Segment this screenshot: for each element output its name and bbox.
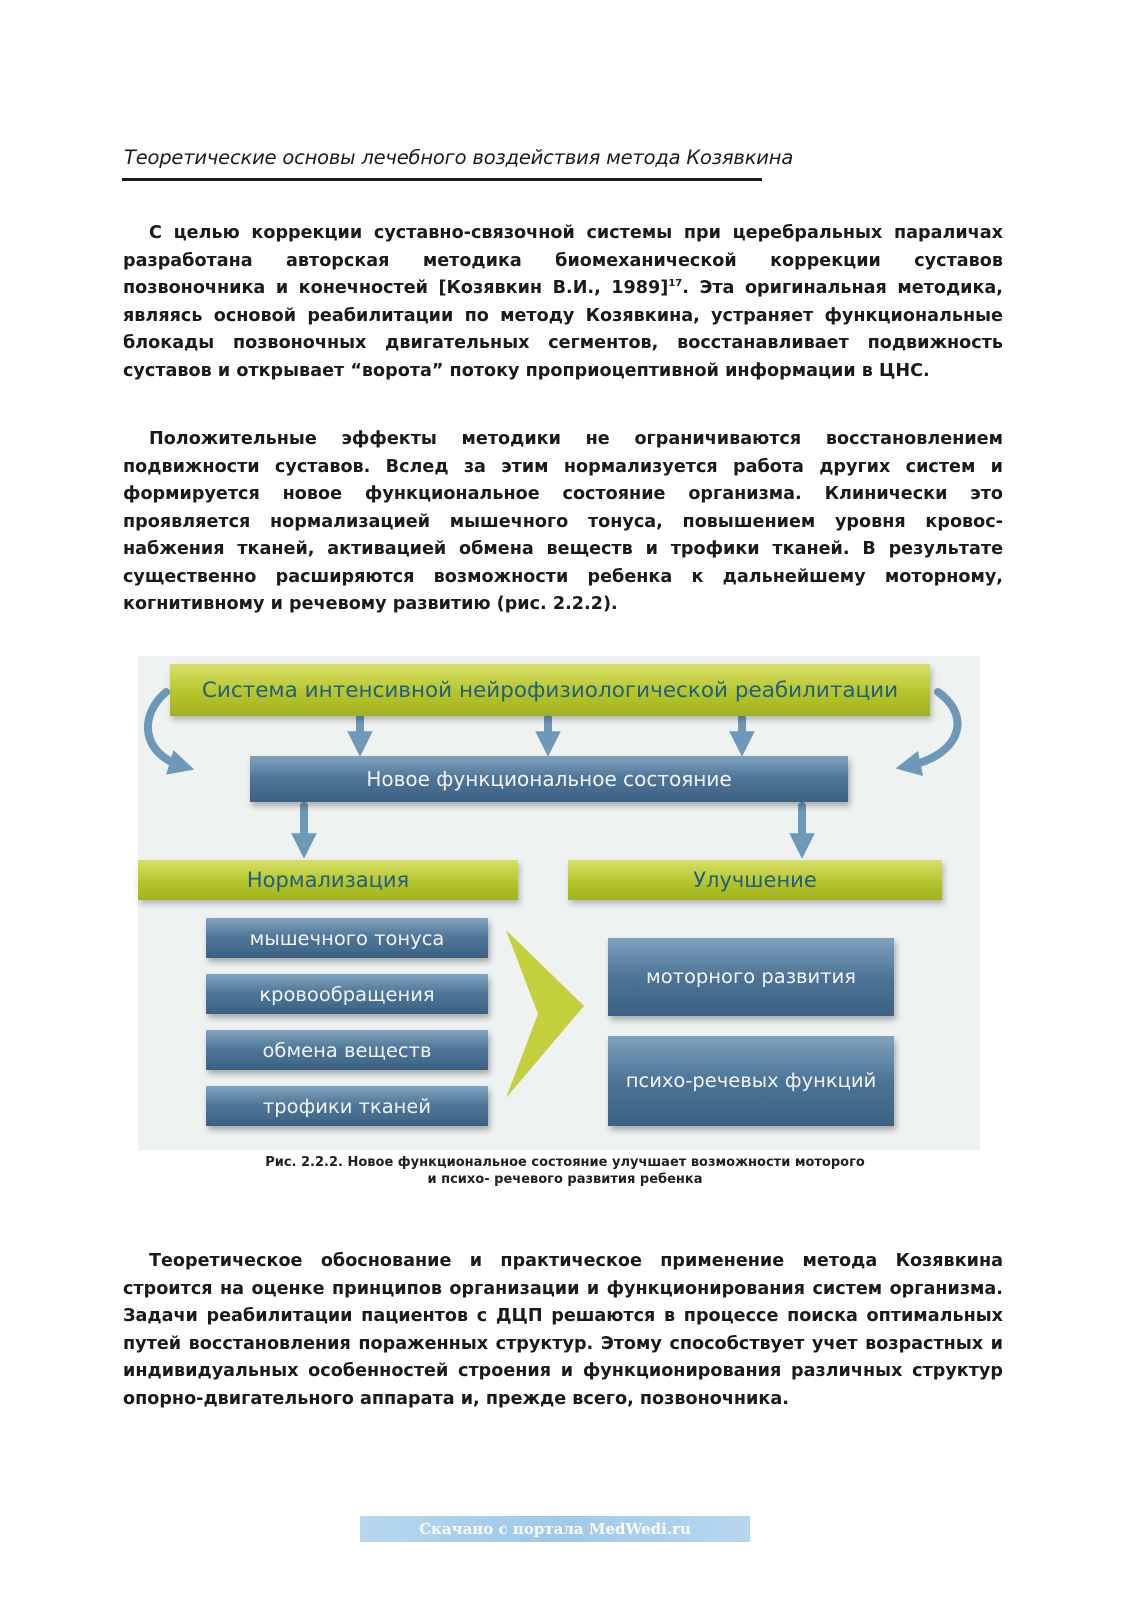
download-watermark: Скачано с портала MedWedi.ru [360, 1516, 750, 1542]
caption-line-2: и психо- речевого развития ребенка [427, 1172, 703, 1187]
running-head: Теоретические основы лечебного воздействия метода Козявкина [124, 146, 794, 169]
norm-item-trophism: трофики тканей [206, 1086, 488, 1126]
impr-item-psycho-speech: психо-речевых функций [608, 1036, 894, 1126]
improvement-bar: Улучшение [568, 860, 942, 900]
figure-diagram [138, 656, 980, 1150]
figure-caption [160, 1154, 970, 1188]
norm-item-metabolism: обмена веществ [206, 1030, 488, 1070]
system-bar: Система интенсивной нейрофизиологической реабилитации [170, 664, 930, 716]
paragraph-3: Теоретическое обоснование и практическое применение метода Козявкина строится на оценке принципов организации и функционирования систем организма. Задачи реабилитации пациентов с ДЦП решаются в процессе поиска оптимальных путей восстановления пораженных структур. Этому способствует учет возрастных и индивидуальных особенностей строения и функционирования различных структур опорно-двигательного аппарата и, прежде всего, позвоночника. [123, 1251, 1003, 1409]
paragraph-1 [123, 220, 1003, 385]
impr-item-motor: моторного развития [608, 938, 894, 1016]
norm-item-circulation: кровообращения [206, 974, 488, 1014]
caption-line-1: Рис. 2.2.2. Новое функциональное состояние улучшает возможности моторого [265, 1155, 865, 1170]
norm-item-muscle-tone: мышечного тонуса [206, 918, 488, 958]
paragraph-1-part-a: С целью коррекции суставно-связочной системы при церебральных параличах разработана авторская методика биомеханической коррекции суставов позвоночника и конечностей [Козявкин В.И., 1989] [123, 223, 1003, 298]
paragraph-1-part-b: . Эта оригинальная методика, являясь основой реабилитации по методу Козявкина, устраняет функциональные блокады позвоночных двигательных сегментов, восстанавливает подвижность суставов и открывает “ворота” потоку проприоцептивной информации в ЦНС. [123, 278, 1003, 381]
paragraph-2: Положительные эффекты методики не ограничиваются восстановлением подвижности суставов. Вслед за этим нормализуется работа других систем и формируется новое функциональное состояние организма. Клинически это проявляется нормализацией мышечного тонуса, повышением уровня кровоснабжения тканей, активацией обмена веществ и трофики тканей. В результате существенно расширяются возможности ребенка к дальнейшему моторному, когнитивному и речевому развитию (рис. 2.2.2). [123, 429, 1003, 614]
normalization-bar: Нормализация [138, 860, 518, 900]
header-rule [122, 178, 762, 181]
chevron-arrow [506, 930, 584, 1098]
functional-state-bar: Новое функциональное состояние [250, 756, 848, 802]
footnote-ref: 17 [668, 278, 683, 290]
